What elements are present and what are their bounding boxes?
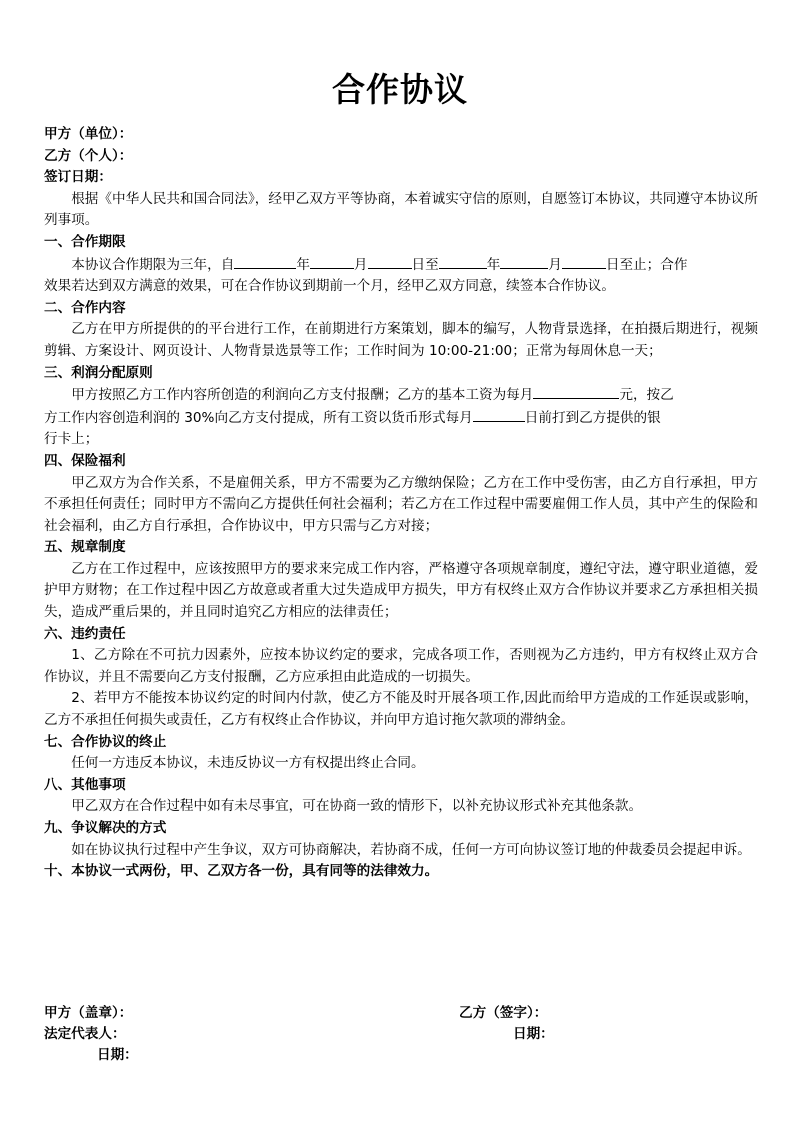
end-day-blank <box>562 254 606 269</box>
section-1-line-2: 效果若达到双方满意的效果，可在合作协议到期前一个月，经甲乙双方同意，续签本合作协议。 <box>44 278 615 295</box>
end-year-unit: 年 <box>486 256 501 273</box>
pay-day-blank <box>473 407 525 422</box>
section-3-line-3: 行卡上； <box>44 431 99 448</box>
section-8-paragraph: 甲乙双方在合作过程中如有未尽事宜，可在协商一致的情形下，以补充协议形式补充其他条款。 <box>71 798 643 815</box>
section-10-heading: 十、本协议一式两份，甲、乙双方各一份，具有同等的法律效力。 <box>44 863 439 880</box>
party-a-date-label: 日期： <box>97 1047 138 1063</box>
end-day-unit: 日至止；合作 <box>605 256 688 273</box>
section-4-heading: 四、保险福利 <box>44 452 126 469</box>
document-title: 合作协议 <box>332 70 468 109</box>
party-b-sign-label: 乙方（签字）： <box>459 1005 548 1021</box>
year-unit: 年 <box>296 256 310 273</box>
section-5-heading: 五、规章制度 <box>44 539 126 556</box>
section-9-paragraph: 如在协议执行过程中产生争议，双方可协商解决，若协商不成，任何一方可向协议签订地的仲裁委员会提起申诉。 <box>71 841 751 858</box>
section-7-heading: 七、合作协议的终止 <box>44 733 167 750</box>
salary-text-d: 日前打到乙方提供的银 <box>524 409 661 426</box>
intro-paragraph: 根据《中华人民共和国合同法》，经甲乙双方平等协商，本着诚实守信的原则，自愿签订本协议，共同遵守本协议所列事项。 <box>44 190 758 229</box>
end-year-blank <box>439 254 487 269</box>
section-2-paragraph: 乙方在甲方所提供的的平台进行工作，在前期进行方案策划，脚本的编写，人物背景选择，在拍摄后期进行，视频剪辑、方案设计、网页设计、人物背景选景等工作；工作时间为 10:00-21:00；正常为每周休息一天； <box>44 321 758 359</box>
section-9-heading: 九、争议解决的方式 <box>44 820 167 836</box>
end-month-blank <box>500 254 548 269</box>
term-text-a: 本协议合作期限为三年，自 <box>71 256 235 273</box>
section-3-heading: 三、利润分配原则 <box>44 364 153 381</box>
contract-body <box>44 124 758 883</box>
party-b-date-label: 日期： <box>513 1026 554 1042</box>
day-to-unit: 日至 <box>411 256 439 273</box>
section-6-paragraph-1: 1、乙方除在不可抗力因素外，应按本协议约定的要求，完成各项工作，否则视为乙方违约，甲方有权终止双方合作协议，并且不需要向乙方支付报酬，乙方应承担由此造成的一切损失。 <box>44 647 758 685</box>
legal-representative-label: 法定代表人： <box>44 1026 126 1042</box>
salary-text-b: 元，按乙 <box>619 387 674 404</box>
section-5-paragraph: 乙方在工作过程中，应该按照甲方的要求来完成工作内容，严格遵守各项规章制度，遵纪守法，遵守职业道德，爱护甲方财物；在工作过程中因乙方故意或者重大过失造成甲方损失，甲方有权终止双方合作协议并要求乙方承担相关损失，造成严重后果的，并且同时追究乙方相应的法律责任； <box>44 560 758 621</box>
start-day-blank <box>368 254 412 269</box>
section-1-heading: 一、合作期限 <box>44 233 126 250</box>
section-7-paragraph: 任何一方违反本协议，未违反协议一方有权提出终止合同。 <box>71 755 425 772</box>
section-2-heading: 二、合作内容 <box>44 299 126 316</box>
salary-text-c: 方工作内容创造利润的 30%向乙方支付提成，所有工资以货币形式每月 <box>44 409 473 426</box>
section-6-paragraph-2: 2、若甲方不能按本协议约定的时间内付款，使乙方不能及时开展各项工作,因此而给甲方造成的工作延误或影响，乙方不承担任何损失或责任，乙方有权终止合作协议，并向甲方追讨拖欠款项的滞纳金。 <box>44 690 758 729</box>
section-4-paragraph: 甲乙双方为合作关系，不是雇佣关系，甲方不需要为乙方缴纳保险；乙方在工作中受伤害，由乙方自行承担，甲方不承担任何责任；同时甲方不需向乙方提供任何社会福利；若乙方在工作过程中需要雇佣工作人员，其中产生的保险和社会福利，由乙方自行承担，合作协议中，甲方只需与乙方对接； <box>44 474 758 534</box>
section-1-line-1 <box>44 254 758 277</box>
section-6-heading: 六、违约责任 <box>44 625 126 642</box>
end-month-unit: 月 <box>548 256 562 273</box>
party-a-label: 甲方（单位）： <box>44 126 133 142</box>
monthly-salary-blank <box>533 384 619 399</box>
start-year-blank <box>234 254 296 269</box>
section-8-heading: 八、其他事项 <box>44 776 126 793</box>
section-3-line-1 <box>44 384 758 407</box>
month-unit: 月 <box>353 256 368 273</box>
section-3-line-2 <box>44 407 758 430</box>
salary-text-a: 甲方按照乙方工作内容所创造的利润向乙方支付报酬；乙方的基本工资为每月 <box>71 387 534 404</box>
party-b-label: 乙方（个人）： <box>44 147 133 164</box>
party-a-seal-label: 甲方（盖章）： <box>44 1005 133 1021</box>
sign-date-label: 签订日期： <box>44 169 112 186</box>
start-month-blank <box>310 254 354 269</box>
